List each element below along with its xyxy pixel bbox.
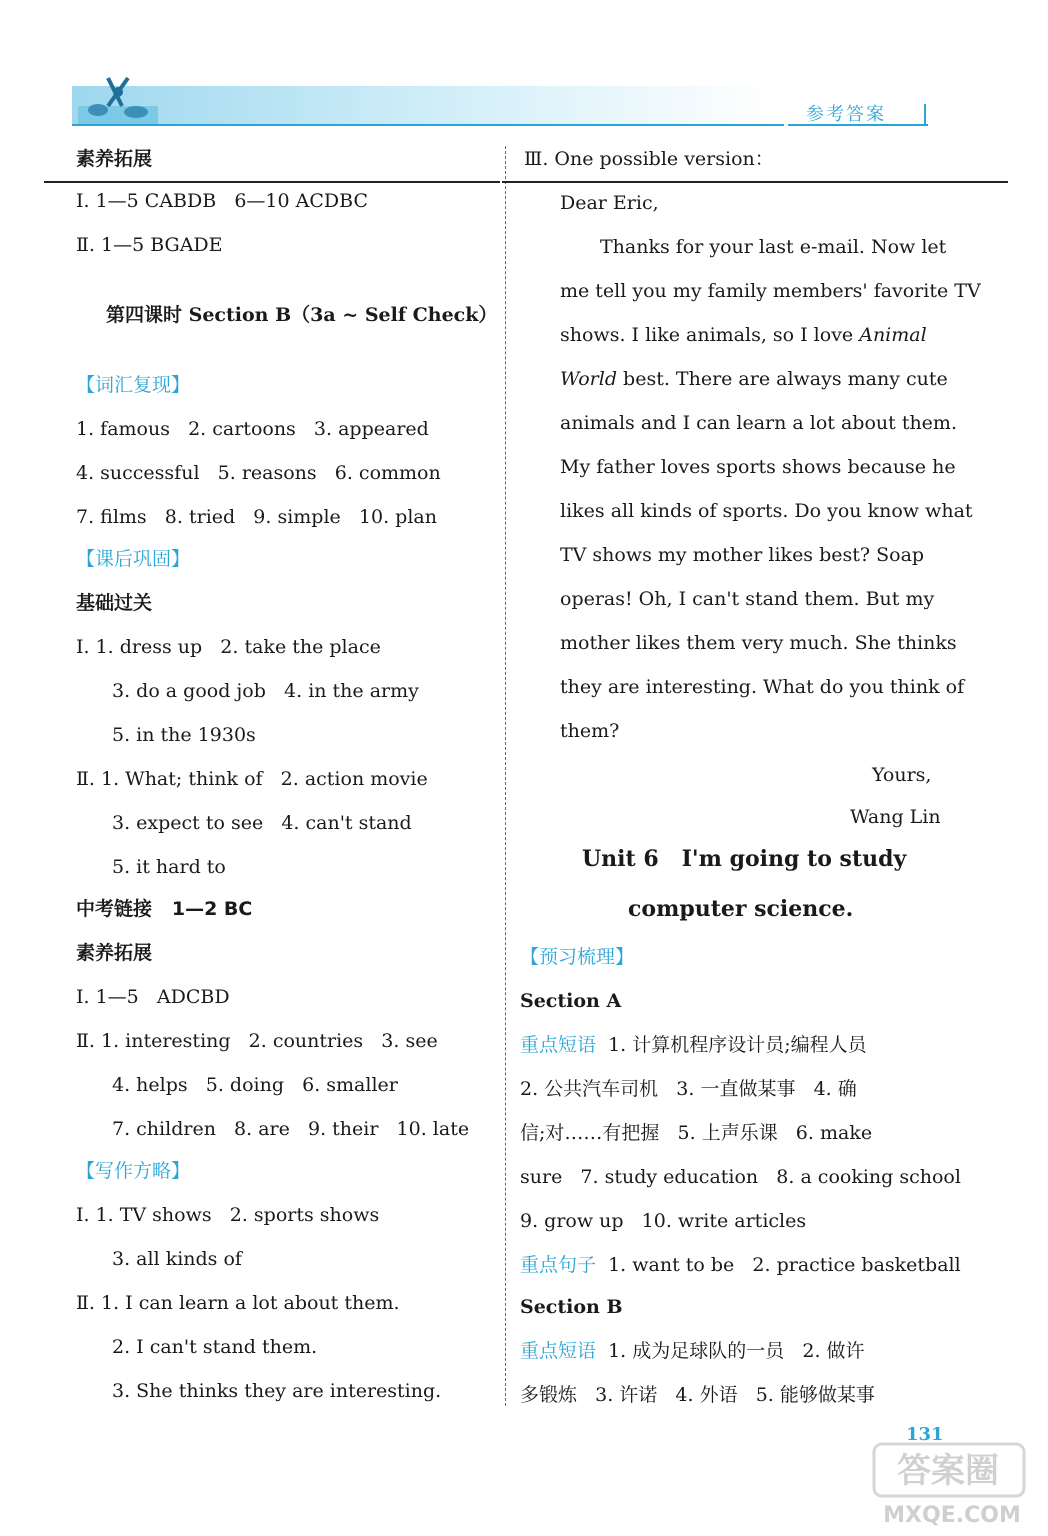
heading-suyang: 素养拓展 [76,942,153,964]
lesson-title: 第四课时 Section B（3a ~ Self Check） [106,304,498,326]
header-label: 参考答案 [806,104,886,125]
heading-suyang: 素养拓展 [76,148,153,170]
answer-line: Ⅰ. 1—5 ADCBD [76,986,230,1008]
tag-key-sentences: 重点句子 [520,1254,597,1276]
answer-line: 多锻炼 3. 许诺 4. 外语 5. 能够做某事 [520,1384,875,1406]
letter-signature: Wang Lin [850,806,941,828]
letter-greeting: Dear Eric, [560,192,659,214]
header-rule [72,124,784,126]
answer-line: Ⅰ. 1. dress up 2. take the place [76,636,381,658]
letter-text: best. There are always many cute [617,368,948,390]
letter-line [560,322,927,348]
letter-line: TV shows my mother likes best? Soap [560,544,925,566]
answer-line: 3. She thinks they are interesting. [112,1380,442,1402]
svg-text:答案圈: 答案圈 [897,1451,999,1491]
answer-line: Ⅱ. 1. I can learn a lot about them. [76,1292,400,1314]
answer-line: 3. all kinds of [112,1248,242,1270]
windmill-logo-icon [78,72,158,124]
letter-line: My father loves sports shows because he [560,456,956,478]
answer-line: Ⅰ. 1—5 CABDB 6—10 ACDBC [76,190,368,212]
answer-text: 1. want to be 2. practice basketball [596,1254,961,1276]
heading-zhongkao: 中考链接 1—2 BC [76,898,253,920]
letter-title-italic: Animal [859,324,927,346]
letter-line: Thanks for your last e-mail. Now let [600,236,947,258]
page-number: 131 [906,1424,944,1445]
answer-line: Ⅰ. 1. TV shows 2. sports shows [76,1204,380,1226]
answer-line: 9. grow up 10. write articles [520,1210,807,1232]
answer-line: 4. successful 5. reasons 6. common [76,462,441,484]
tag-key-phrases: 重点短语 [520,1340,597,1362]
answer-line: Ⅱ. 1—5 BGADE [76,234,223,256]
unit-title: computer science. [628,896,854,922]
letter-title-italic: World [560,368,617,390]
letter-line: them? [560,720,620,742]
answer-line: 2. 公共汽车司机 3. 一直做某事 4. 确 [520,1078,857,1100]
letter-line: me tell you my family members' favorite TV [560,280,981,302]
answer-text: 1. 计算机程序设计员;编程人员 [596,1034,867,1056]
answer-line: 7. children 8. are 9. their 10. late [112,1118,470,1140]
answer-line: Ⅲ. One possible version： [524,148,774,170]
answer-line: 7. films 8. tried 9. simple 10. plan [76,506,437,528]
answer-line: 4. helps 5. doing 6. smaller [112,1074,398,1096]
letter-text: shows. I like animals, so I love [560,324,860,346]
top-rule-right [502,181,1008,183]
letter-line: operas! Oh, I can't stand them. But my [560,588,935,610]
header-tick [924,104,926,126]
answer-line: 1. famous 2. cartoons 3. appeared [76,418,429,440]
tag-vocab: 【词汇复现】 [76,374,191,396]
section-b-heading: Section B [520,1296,623,1318]
letter-line: animals and I can learn a lot about them. [560,412,957,434]
answer-line: 5. it hard to [112,856,226,878]
unit-title: Unit 6 I'm going to study [582,846,907,872]
answer-line: 3. expect to see 4. can't stand [112,812,412,834]
answer-line [520,1032,867,1058]
tag-writing: 【写作方略】 [76,1160,191,1182]
watermark-logo-icon [868,1440,1038,1530]
answer-line: sure 7. study education 8. a cooking school [520,1166,961,1188]
top-rule-left [44,181,500,183]
answer-line [520,1338,865,1364]
tag-key-phrases: 重点短语 [520,1034,597,1056]
header-band [72,86,772,126]
answer-line: 3. do a good job 4. in the army [112,680,419,702]
letter-line: likes all kinds of sports. Do you know what [560,500,973,522]
answer-line: 5. in the 1930s [112,724,256,746]
answer-line: 信;对……有把握 5. 上声乐课 6. make [520,1122,873,1144]
answer-line: Ⅱ. 1. What; think of 2. action movie [76,768,428,790]
letter-line [560,366,948,392]
answer-line: 2. I can't stand them. [112,1336,318,1358]
answer-line [520,1252,961,1278]
letter-line: they are interesting. What do you think of [560,676,965,698]
answer-line: Ⅱ. 1. interesting 2. countries 3. see [76,1030,438,1052]
tag-after-class: 【课后巩固】 [76,548,191,570]
tag-preview: 【预习梳理】 [520,946,635,968]
column-divider [505,146,506,1406]
letter-line: mother likes them very much. She thinks [560,632,957,654]
svg-text:MXQE.COM: MXQE.COM [883,1503,1021,1528]
heading-basic: 基础过关 [76,592,153,614]
answer-text: 1. 成为足球队的一员 2. 做许 [596,1340,865,1362]
letter-closing: Yours, [872,764,932,786]
section-a-heading: Section A [520,990,622,1012]
